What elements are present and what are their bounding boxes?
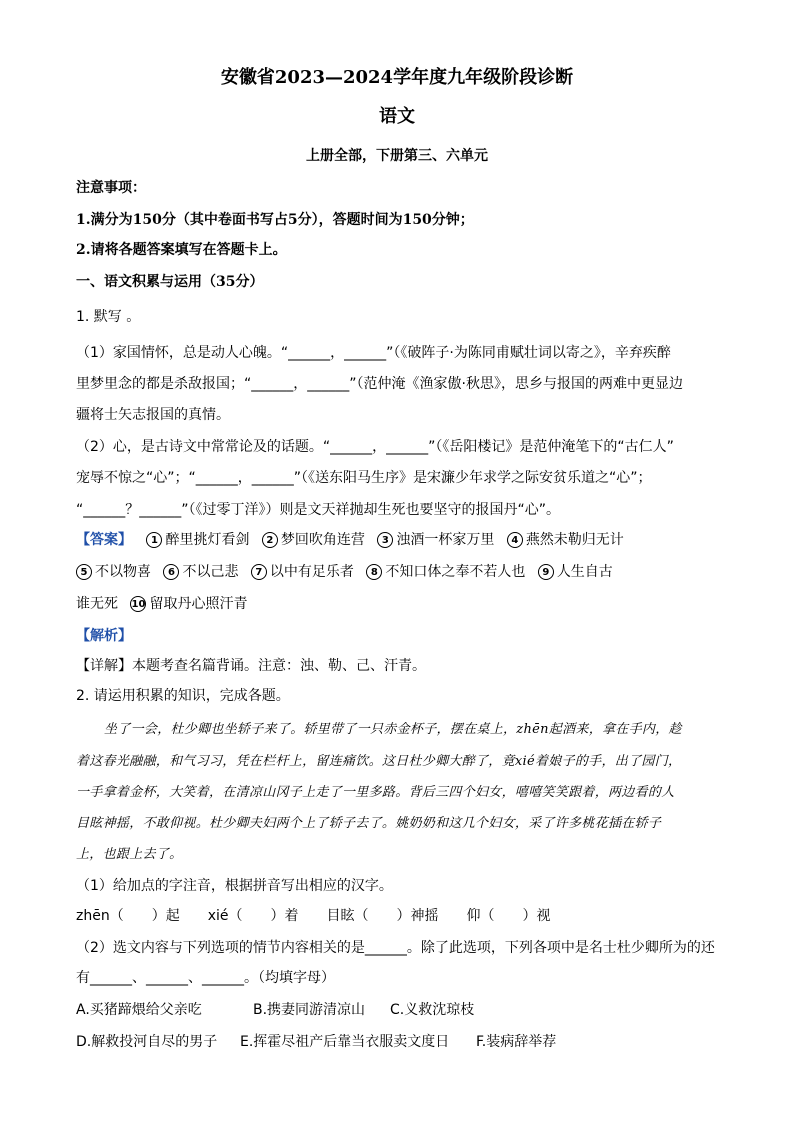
passage-line-4: 目眩神摇，不敢仰视。杜少卿夫妇两个上了轿子去了。姚奶奶和这几个妇女，采了许多桃花插在轿子 — [76, 816, 662, 831]
answer-text-2: 梦回吹角连营 — [280, 532, 365, 548]
q1-line-6: “______？______”（《过零丁洋》）则是文天祥抛却生死也要坚守的报国丹“心”。 — [76, 502, 561, 518]
q2-sub1: （1）给加点的字注音，根据拼音写出相应的汉字。 — [76, 878, 393, 894]
option-b: B.携妻同游清凉山 — [253, 1002, 366, 1018]
answer-item — [76, 562, 151, 582]
answer-text-6: 不以己悲 — [182, 564, 239, 580]
answer-number-4: 4 — [507, 532, 523, 548]
q1-answer-row-2 — [76, 562, 726, 582]
passage-line-2: 着这春光融融，和气习习，凭在栏杆上，留连痛饮。这日杜少卿大醉了，竟xié着娘子的手，出了园门， — [76, 754, 682, 769]
answer-text-7: 以中有足乐者 — [269, 564, 354, 580]
option-c: C.义救沈琼枝 — [390, 1002, 475, 1018]
option-d: D.解救投河自尽的男子 — [76, 1034, 218, 1050]
answer-number-10: 10 — [130, 596, 146, 612]
passage-line-1: 坐了一会，杜少卿也坐轿子来了。轿里带了一只赤金杯子，摆在桌上，zhēn起酒来，拿在手内，趁 — [104, 722, 682, 737]
answer-item — [262, 530, 365, 550]
q1-detail: 【详解】本题考查名篇背诵。注意：浊、勒、己、汗青。 — [76, 658, 426, 674]
q1-stem: 1. 默写 。 — [76, 309, 141, 325]
document-subject: 语文 — [379, 106, 415, 127]
q1-line-4: （2）心，是古诗文中常常论及的话题。“______，______”（《岳阳楼记》是范仲淹笔下的“古仁人” — [76, 439, 674, 455]
q2-sub1-fill: zhēn（ ）起 xié（ ）着 目眩（ ）神摇 仰（ ）视 — [76, 908, 551, 924]
document-scope: 上册全部，下册第三、六单元 — [306, 148, 488, 164]
q1-line-1: （1）家国情怀，总是动人心魄。“______，______”（《破阵子·为陈同甫赋壮词以寄之》，辛弃疾醉 — [76, 345, 671, 361]
q1-line-3: 疆将士矢志报国的真情。 — [76, 407, 230, 423]
options-row-2 — [76, 1032, 718, 1052]
document-title: 安徽省2023—2024学年度九年级阶段诊断 — [220, 67, 574, 88]
analysis-label: 【解析】 — [76, 628, 132, 644]
option-a: A.买猪蹄煨给父亲吃 — [76, 1002, 202, 1018]
option-e: E.挥霍尽祖产后靠当衣服卖文度日 — [240, 1034, 450, 1050]
q1-answer-row-3 — [76, 594, 726, 614]
answer-number-6: 6 — [163, 564, 179, 580]
answer-number-2: 2 — [262, 532, 278, 548]
answer-item — [366, 562, 525, 582]
q2-stem: 2. 请运用积累的知识，完成各题。 — [76, 688, 290, 704]
passage-line-3: 一手拿着金杯，大笑着，在清凉山冈子上走了一里多路。背后三四个妇女，嘻嘻笑笑跟着，两边看的人 — [76, 785, 675, 800]
q1-answer-row-1 — [76, 530, 726, 550]
answer-item — [163, 562, 238, 582]
options-row-1 — [76, 1000, 718, 1020]
answer-item — [507, 530, 624, 550]
q1-line-2: 里梦里念的都是杀敌报国；“______，______”（范仲淹《渔家傲·秋思》，思乡与报国的两难中更显边 — [76, 376, 683, 392]
answer-item — [146, 530, 249, 550]
q2-sub2-line-1: （2）选文内容与下列选项的情节内容相关的是______。除了此选项，下列各项中是名士杜少卿所为的还 — [76, 940, 715, 956]
answer-number-9: 9 — [538, 564, 554, 580]
answer-text-10: 留取丹心照汗青 — [149, 596, 248, 612]
answer-number-7: 7 — [251, 564, 267, 580]
answer-number-8: 8 — [366, 564, 382, 580]
answer-text-8: 不知口体之奉不若人也 — [385, 564, 526, 580]
answer-text-9: 人生自古 — [556, 564, 613, 580]
notes-item-1: 1.满分为150分（其中卷面书写占5分），答题时间为150分钟； — [76, 212, 474, 228]
answer-text-5: 不以物喜 — [95, 564, 151, 580]
passage-line-5: 上，也跟上去了。 — [76, 847, 183, 862]
answer-text-4: 燕然未勒归无计 — [525, 532, 624, 548]
answer-text-3: 浊酒一杯家万里 — [396, 532, 495, 548]
answer-number-3: 3 — [377, 532, 393, 548]
answer-text-1: 醉里挑灯看剑 — [165, 532, 250, 548]
notes-heading: 注意事项： — [76, 180, 146, 196]
answer-wrap-text: 谁无死 — [76, 596, 118, 612]
option-f: F.装病辞举荐 — [476, 1034, 557, 1050]
answer-number-5: 5 — [76, 564, 92, 580]
answer-item — [538, 562, 613, 582]
answer-number-1: 1 — [146, 532, 162, 548]
q1-line-5: 宠辱不惊之“心”；“______，______”（《送东阳马生序》是宋濂少年求学之际安贫乐道之“心”； — [76, 470, 652, 486]
section-1-heading: 一、语文积累与运用（35分） — [76, 274, 264, 290]
answer-label: 【答案】 — [76, 532, 132, 548]
notes-item-2: 2.请将各题答案填写在答题卡上。 — [76, 242, 287, 258]
answer-item — [130, 594, 247, 614]
q2-sub2-line-2: 有______、______、______。（均填字母） — [76, 970, 335, 986]
answer-item — [377, 530, 494, 550]
answer-item — [251, 562, 354, 582]
